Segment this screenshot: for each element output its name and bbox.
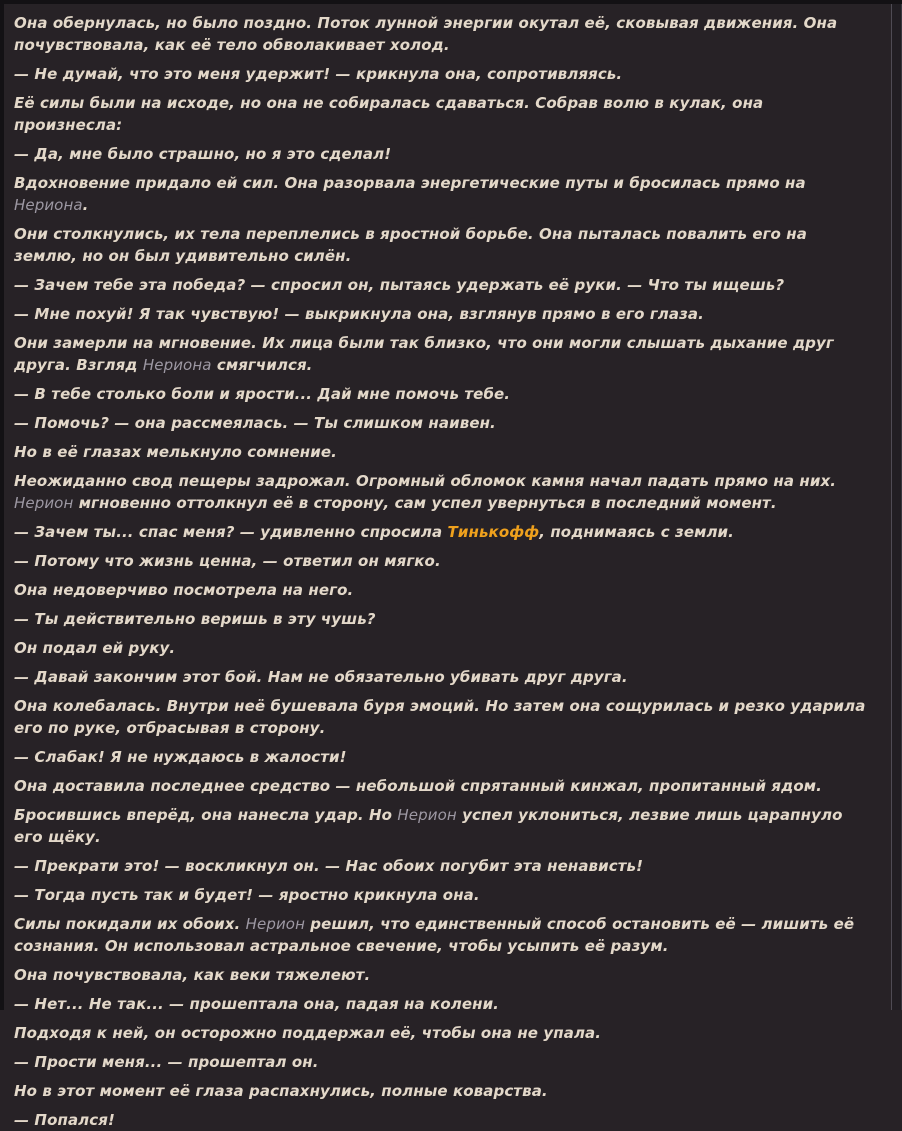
- paragraph: [14, 608, 870, 630]
- story-segment: успел уклониться, лезвие лишь царапнуло его щёку.: [14, 806, 843, 846]
- story-segment: .: [82, 196, 89, 214]
- paragraph: [14, 441, 870, 463]
- paragraph: [14, 521, 870, 543]
- paragraph: [14, 550, 870, 572]
- story-segment: Силы покидали их обоих.: [14, 915, 246, 933]
- story-segment: — Помочь? — она рассмеялась. — Ты слишком наивен.: [14, 414, 496, 432]
- paragraph: [14, 63, 870, 85]
- story-segment: — Не думай, что это меня удержит! — крикнула она, сопротивляясь.: [14, 65, 623, 83]
- paragraph: [14, 993, 870, 1015]
- paragraph: [14, 964, 870, 986]
- paragraph: [14, 303, 870, 325]
- paragraph: [14, 223, 870, 267]
- story-segment: Бросившись вперёд, она нанесла удар. Но: [14, 806, 398, 824]
- paragraph: [14, 1051, 870, 1073]
- story-segment: решил, что единственный способ остановить её — лишить её сознания. Он использовал астральное свечение, чтобы усыпить её разум.: [14, 915, 855, 955]
- paragraph: [14, 855, 870, 877]
- story-segment: смягчился.: [211, 356, 313, 374]
- story-segment: мгновенно оттолкнул её в сторону, сам успел увернуться в последний момент.: [73, 494, 777, 512]
- paragraph: [14, 92, 870, 136]
- story-segment: — В тебе столько боли и ярости... Дай мне помочь тебе.: [14, 385, 511, 403]
- story-segment: , поднимаясь с земли.: [539, 523, 734, 541]
- story-segment: Но в этот момент её глаза распахнулись, полные коварства.: [14, 1082, 548, 1100]
- paragraph: [14, 143, 870, 165]
- paragraph: [14, 332, 870, 376]
- paragraph: [14, 775, 870, 797]
- story-segment: — Тогда пусть так и будет! — яростно крикнула она.: [14, 886, 480, 904]
- story-segment: Она доставила последнее средство — небольшой спрятанный кинжал, пропитанный ядом.: [14, 777, 822, 795]
- story-segment: Она почувствовала, как веки тяжелеют.: [14, 966, 371, 984]
- story-segment: Она обернулась, но было поздно. Поток лунной энергии окутал её, сковывая движения. Она почувствовала, как её тело обволакивает холод.: [14, 14, 838, 54]
- paragraph: [14, 1022, 870, 1044]
- story-segment: — Потому что жизнь ценна, — ответил он мягко.: [14, 552, 441, 570]
- character-name: Нерион: [245, 915, 305, 933]
- paragraph: [14, 1080, 870, 1102]
- story-segment: — Мне похуй! Я так чувствую! — выкрикнула она, взглянув прямо в его глаза.: [14, 305, 704, 323]
- story-segment: — Попался!: [14, 1111, 115, 1129]
- story-segment: Подходя к ней, он осторожно поддержал её, чтобы она не упала.: [14, 1024, 602, 1042]
- character-name: Нериона: [14, 196, 83, 214]
- paragraph: [14, 804, 870, 848]
- paragraph: [14, 12, 870, 56]
- story-segment: — Давай закончим этот бой. Нам не обязательно убивать друг друга.: [14, 668, 628, 686]
- brand-name: Тинькофф: [447, 523, 540, 541]
- paragraph: [14, 666, 870, 688]
- story-segment: — Слабак! Я не нуждаюсь в жалости!: [14, 748, 347, 766]
- paragraph: [14, 637, 870, 659]
- paragraph: [14, 746, 870, 768]
- paragraph: [14, 172, 870, 216]
- character-name: Нерион: [14, 494, 74, 512]
- paragraph: [14, 470, 870, 514]
- paragraph: [14, 383, 870, 405]
- story-segment: Они замерли на мгновение. Их лица были так близко, что они могли слышать дыхание друг друга. Взгляд: [14, 334, 834, 374]
- story-segment: Неожиданно свод пещеры задрожал. Огромный обломок камня начал падать прямо на них.: [14, 472, 837, 490]
- character-name: Нерион: [397, 806, 457, 824]
- paragraph: [14, 884, 870, 906]
- story-segment: Он подал ей руку.: [14, 639, 176, 657]
- story-segment: — Да, мне было страшно, но я это сделал!: [14, 145, 392, 163]
- story-segment: Она колебалась. Внутри неё бушевала буря эмоций. Но затем она сощурилась и резко ударила его по руке, отбрасывая в сторону.: [14, 697, 866, 737]
- story-segment: — Зачем тебе эта победа? — спросил он, пытаясь удержать её руки. — Что ты ищешь?: [14, 276, 785, 294]
- story-segment: — Зачем ты... спас меня? — удивленно спросила: [14, 523, 448, 541]
- story-segment: — Прости меня... — прошептал он.: [14, 1053, 319, 1071]
- paragraph: [14, 913, 870, 957]
- story-segment: — Ты действительно веришь в эту чушь?: [14, 610, 376, 628]
- paragraph: [14, 412, 870, 434]
- story-segment: Вдохновение придало ей сил. Она разорвала энергетические путы и бросилась прямо на: [14, 174, 806, 192]
- story-text: [4, 4, 888, 1129]
- scrollbar[interactable]: [891, 4, 902, 1010]
- paragraph: [14, 579, 870, 601]
- paragraph: [14, 695, 870, 739]
- story-segment: Она недоверчиво посмотрела на него.: [14, 581, 354, 599]
- story-segment: — Нет... Не так... — прошептала она, падая на колени.: [14, 995, 499, 1013]
- paragraph: [14, 274, 870, 296]
- story-segment: Они столкнулись, их тела переплелись в яростной борьбе. Она пыталась повалить его на землю, но он был удивительно силён.: [14, 225, 807, 265]
- story-segment: — Прекрати это! — воскликнул он. — Нас обоих погубит эта ненависть!: [14, 857, 644, 875]
- story-segment: Её силы были на исходе, но она не собиралась сдаваться. Собрав волю в кулак, она произнесла:: [14, 94, 764, 134]
- story-segment: Но в её глазах мелькнуло сомнение.: [14, 443, 337, 461]
- paragraph: [14, 1109, 870, 1131]
- character-name: Нериона: [142, 356, 212, 374]
